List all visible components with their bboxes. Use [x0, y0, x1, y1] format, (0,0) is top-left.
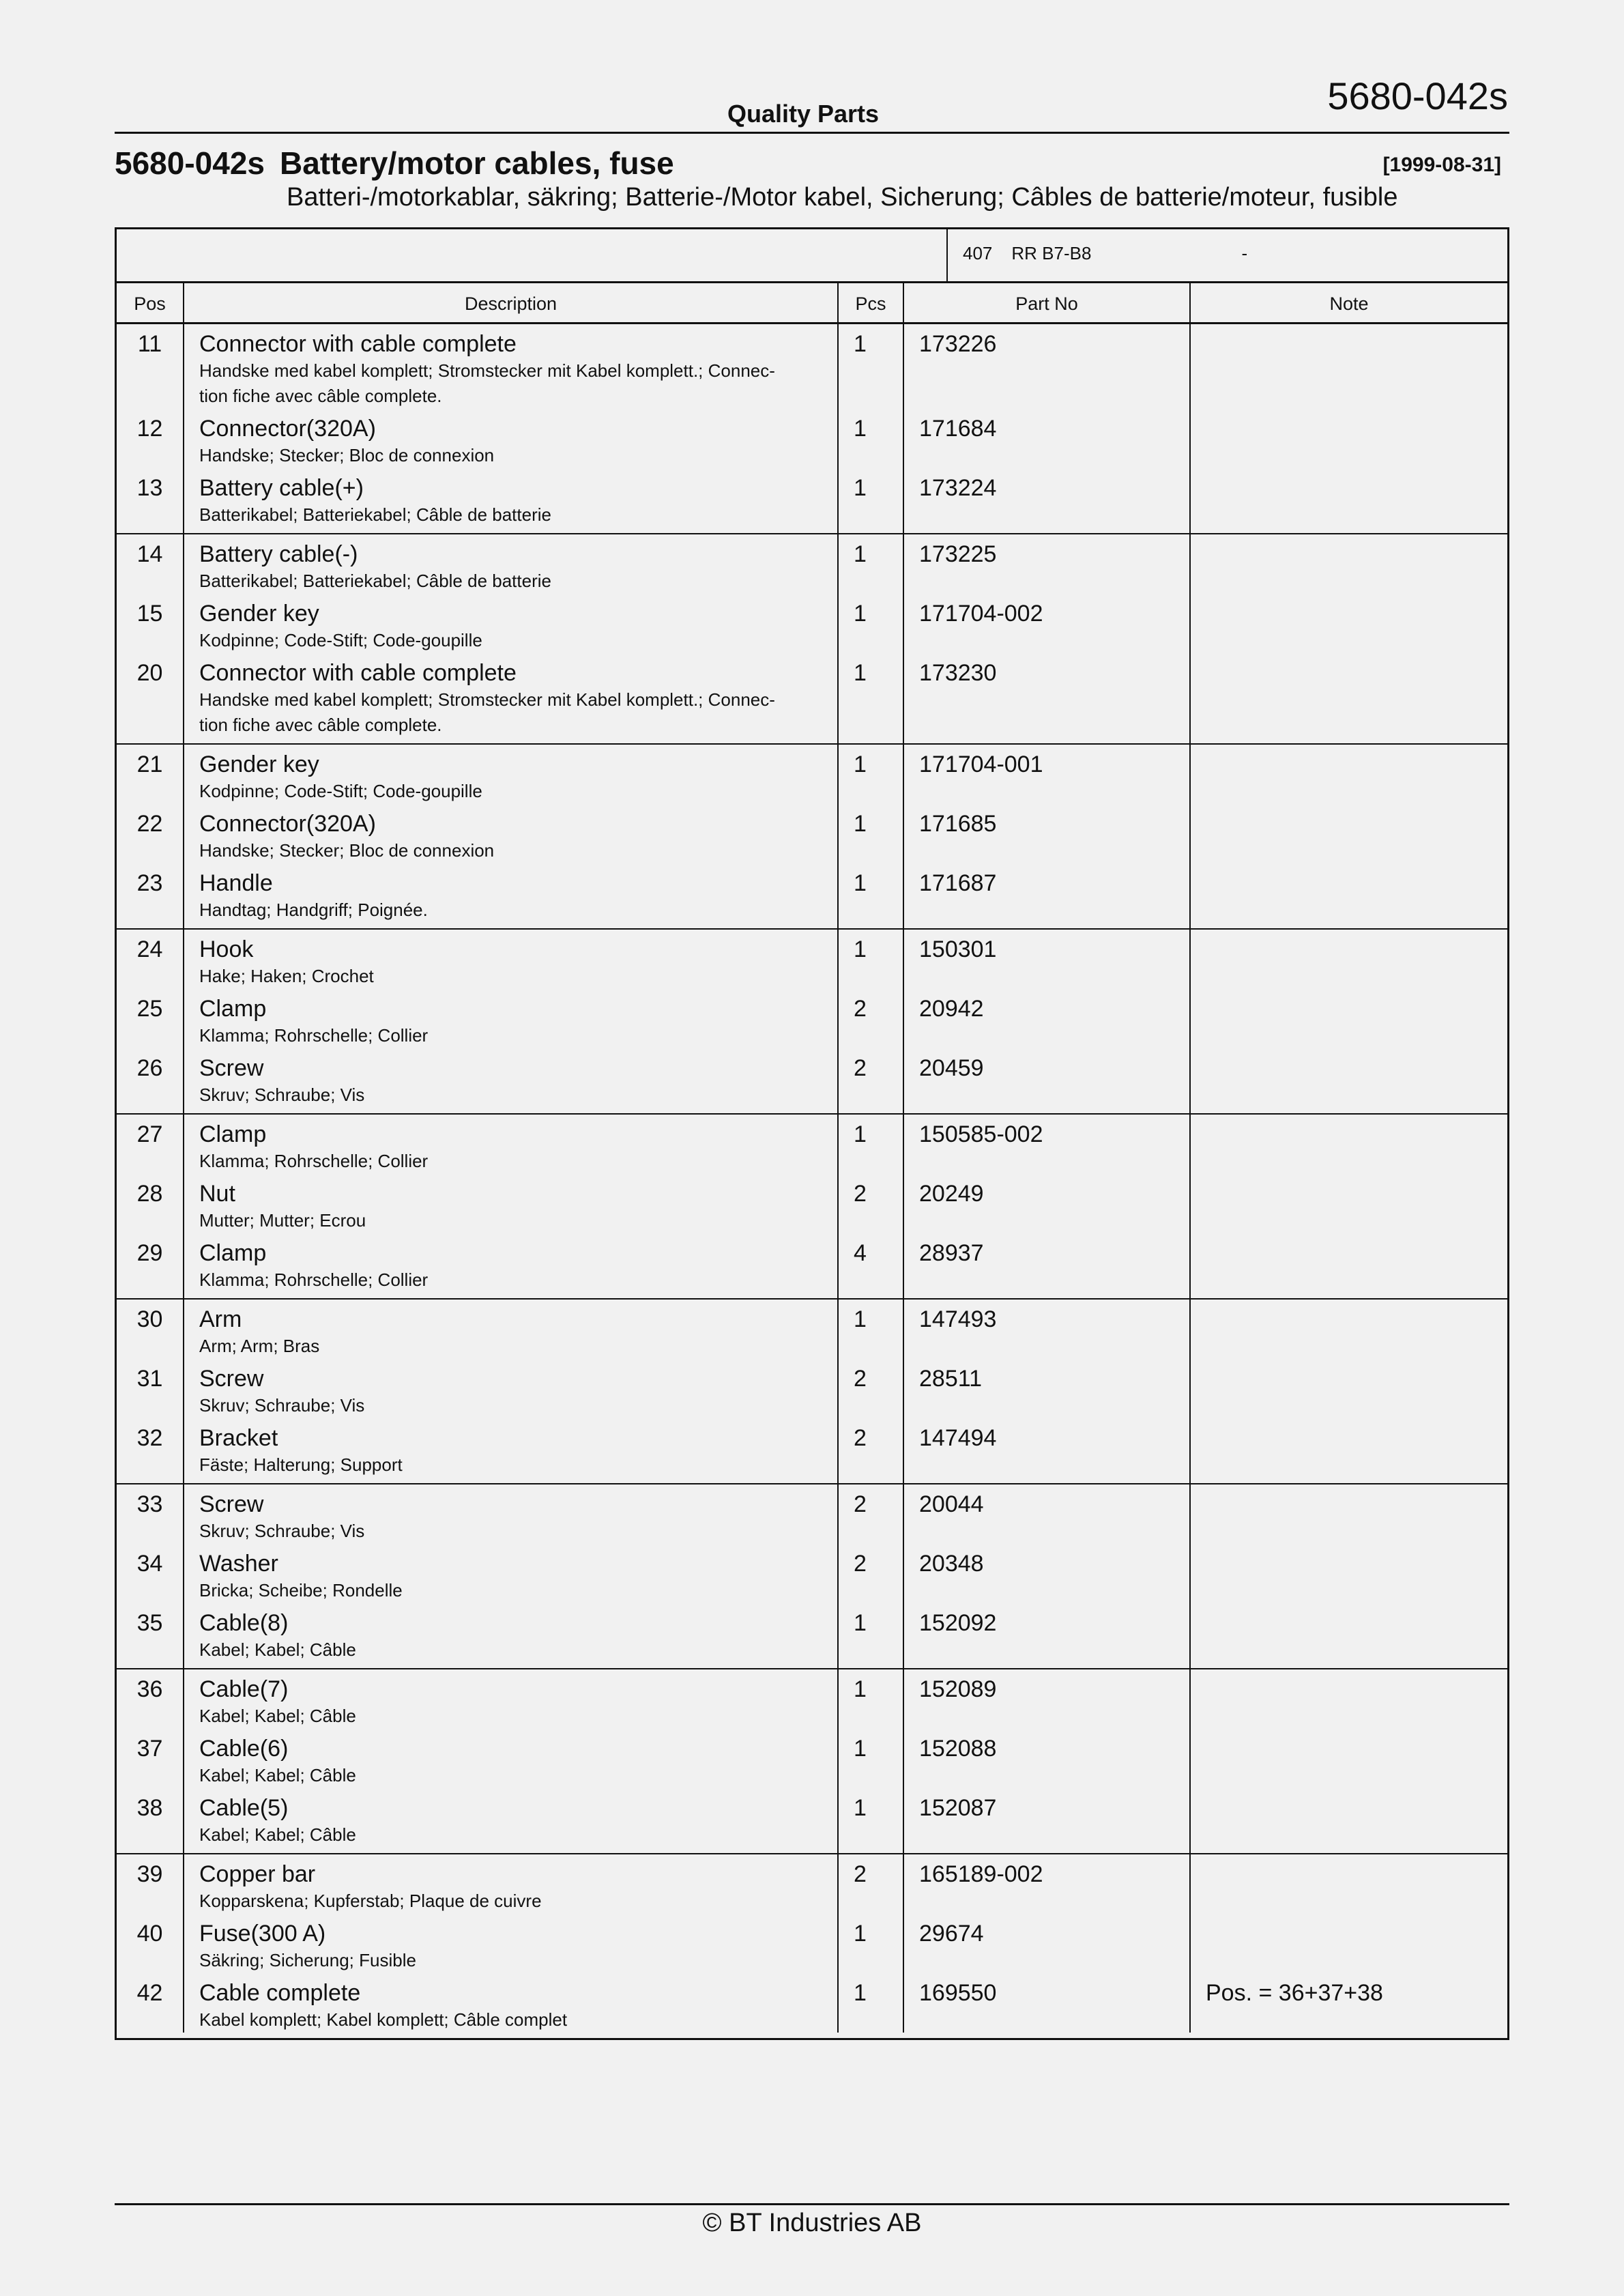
position-cell: 30 [136, 1306, 163, 1332]
row-group [117, 1115, 1507, 1300]
part-name: Washer [199, 1551, 278, 1577]
position-cell: 24 [136, 936, 163, 962]
quantity-cell: 1 [854, 1306, 867, 1332]
description-cell [183, 809, 837, 863]
note-cell [1189, 994, 1507, 1048]
column-divider [837, 534, 839, 743]
part-name: Cable(7) [199, 1676, 289, 1702]
description-cell [183, 1054, 837, 1108]
part-name: Cable complete [199, 1980, 361, 2006]
translation-text: Handske med kabel komplett; Stromstecker mit Kabel komplett.; Connec- [199, 689, 775, 710]
note-cell [1189, 330, 1507, 409]
position-cell: 32 [136, 1425, 163, 1451]
description-cell [183, 1919, 837, 1973]
quantity-cell: 1 [854, 1795, 867, 1821]
title-text: Battery/motor cables, fuse [279, 145, 674, 181]
part-number-cell: 173226 [919, 331, 997, 357]
quantity-cell: 1 [854, 811, 867, 837]
model-number: 407 [963, 243, 993, 263]
part-name: Cable(8) [199, 1610, 289, 1636]
column-divider [1189, 1854, 1191, 2033]
table-row [117, 1490, 1507, 1544]
part-number-cell: 152092 [919, 1610, 997, 1636]
part-number-cell: 150585-002 [919, 1121, 1043, 1147]
table-row [117, 1305, 1507, 1359]
row-group [117, 324, 1507, 534]
note-cell [1189, 1305, 1507, 1359]
table-row [117, 1794, 1507, 1848]
table-row [117, 869, 1507, 923]
row-group [117, 534, 1507, 745]
header-pcs: Pcs [837, 283, 903, 322]
description-cell [183, 330, 837, 409]
column-divider [837, 1484, 839, 1668]
position-cell: 11 [137, 331, 162, 357]
header-part-no: Part No [903, 283, 1189, 322]
revision-date: [1999-08-31] [1382, 154, 1501, 176]
part-number-cell: 152088 [919, 1736, 997, 1762]
position-cell: 15 [136, 601, 163, 627]
header-pos: Pos [134, 293, 166, 314]
column-divider [183, 1669, 184, 1853]
column-divider [903, 930, 904, 1113]
note-cell [1189, 1734, 1507, 1788]
column-divider [183, 1115, 184, 1298]
part-number-cell: 152089 [919, 1676, 997, 1702]
part-name: Clamp [199, 1240, 267, 1266]
position-cell: 28 [136, 1181, 163, 1207]
position-cell: 26 [136, 1055, 163, 1081]
part-name: Nut [199, 1181, 235, 1207]
column-divider [1189, 1484, 1191, 1668]
row-group [117, 1854, 1507, 2033]
part-name: Screw [199, 1366, 264, 1392]
description-cell [183, 1424, 837, 1478]
translation-text: Kodpinne; Code-Stift; Code-goupille [199, 630, 482, 650]
position-cell: 23 [136, 870, 163, 896]
note-cell [1189, 414, 1507, 468]
column-divider [903, 1300, 904, 1483]
table-row [117, 1860, 1507, 1914]
table-row [117, 330, 1507, 409]
description-cell [183, 1794, 837, 1848]
column-divider [183, 745, 184, 928]
part-number-cell: 150301 [919, 936, 997, 962]
position-cell: 33 [136, 1491, 163, 1517]
model-row [117, 229, 1507, 283]
part-number-cell: 171687 [919, 870, 997, 896]
part-number-cell: 147493 [919, 1306, 997, 1332]
part-name: Bracket [199, 1425, 278, 1451]
table-header [117, 283, 1507, 324]
part-name: Clamp [199, 996, 267, 1022]
table-row [117, 1675, 1507, 1729]
header-description: Description [183, 283, 837, 322]
note-cell [1189, 809, 1507, 863]
position-cell: 29 [136, 1240, 163, 1266]
column-divider [903, 1669, 904, 1853]
quantity-cell: 1 [854, 660, 867, 686]
description-cell [183, 1239, 837, 1293]
note-cell [1189, 599, 1507, 653]
part-number-cell: 171704-002 [919, 601, 1043, 627]
position-cell: 21 [136, 751, 163, 777]
quantity-cell: 1 [854, 936, 867, 962]
note-cell [1189, 1054, 1507, 1108]
column-divider [837, 1854, 839, 2033]
translation-text: Klamma; Rohrschelle; Collier [199, 1025, 429, 1046]
note-cell [1189, 1609, 1507, 1663]
note-cell [1189, 1675, 1507, 1729]
translation-text: Handske; Stecker; Bloc de connexion [199, 445, 495, 465]
quantity-cell: 2 [854, 1425, 867, 1451]
table-row [117, 414, 1507, 468]
note-cell [1189, 1364, 1507, 1418]
position-cell: 36 [136, 1676, 163, 1702]
translation-text: Batterikabel; Batteriekabel; Câble de batterie [199, 504, 551, 525]
table-row [117, 659, 1507, 738]
part-number-cell: 173224 [919, 475, 997, 501]
description-cell [183, 1979, 837, 2033]
description-cell [183, 935, 837, 989]
table-row [117, 474, 1507, 528]
position-cell: 20 [136, 660, 163, 686]
note-cell [1189, 1919, 1507, 1973]
quantity-cell: 1 [854, 870, 867, 896]
translation-text: Handske; Stecker; Bloc de connexion [199, 840, 495, 861]
note-cell [1189, 1120, 1507, 1174]
translation-text: Kabel; Kabel; Câble [199, 1706, 356, 1726]
column-divider [903, 1115, 904, 1298]
quantity-cell: 1 [854, 331, 867, 357]
note-cell [1189, 935, 1507, 989]
table-row [117, 1979, 1507, 2033]
header-note: Note [1189, 283, 1507, 322]
translation-text: Kabel; Kabel; Câble [199, 1765, 356, 1785]
column-divider [183, 1854, 184, 2033]
quantity-cell: 2 [854, 1055, 867, 1081]
part-number-cell: 20459 [919, 1055, 984, 1081]
part-name: Screw [199, 1491, 264, 1517]
description-cell [183, 994, 837, 1048]
position-cell: 42 [136, 1980, 163, 2006]
note-cell [1189, 659, 1507, 738]
table-row [117, 994, 1507, 1048]
part-name: Cable(6) [199, 1736, 289, 1762]
note-cell [1189, 1549, 1507, 1603]
note-cell: Pos. = 36+37+38 [1206, 1980, 1383, 2006]
quantity-cell: 4 [854, 1240, 867, 1266]
column-divider [183, 534, 184, 743]
description-cell [183, 1120, 837, 1174]
note-cell [1189, 1794, 1507, 1848]
position-cell: 13 [136, 475, 163, 501]
part-number-cell: 29674 [919, 1921, 984, 1947]
quantity-cell: 2 [854, 1551, 867, 1577]
model-variant: RR B7-B8 [1011, 243, 1092, 263]
column-divider [1189, 930, 1191, 1113]
note-cell [1189, 1424, 1507, 1478]
description-cell [183, 1860, 837, 1914]
description-cell [183, 1179, 837, 1233]
position-cell: 38 [136, 1795, 163, 1821]
note-cell [1189, 1490, 1507, 1544]
description-cell [183, 1364, 837, 1418]
quantity-cell: 1 [854, 751, 867, 777]
page-title [115, 145, 674, 182]
table-row [117, 540, 1507, 594]
column-divider [1189, 745, 1191, 928]
description-cell [183, 1675, 837, 1729]
quantity-cell: 1 [854, 1676, 867, 1702]
row-group [117, 1484, 1507, 1669]
description-cell [183, 474, 837, 528]
quantity-cell: 1 [854, 601, 867, 627]
footer-divider [115, 2203, 1509, 2205]
table-row [117, 1054, 1507, 1108]
translation-text: Skruv; Schraube; Vis [199, 1085, 365, 1105]
part-number-cell: 173230 [919, 660, 997, 686]
table-row [117, 750, 1507, 804]
translation-text: Hake; Haken; Crochet [199, 966, 374, 986]
part-number-cell: 20942 [919, 996, 984, 1022]
part-number-cell: 171704-001 [919, 751, 1043, 777]
table-row [117, 1424, 1507, 1478]
quantity-cell: 1 [854, 1121, 867, 1147]
part-number-cell: 171685 [919, 811, 997, 837]
part-name: Connector with cable complete [199, 660, 517, 686]
translation-text: Kabel komplett; Kabel komplett; Câble complet [199, 2009, 568, 2030]
column-divider [183, 1300, 184, 1483]
part-name: Clamp [199, 1121, 267, 1147]
part-name: Battery cable(-) [199, 541, 358, 567]
column-divider [1189, 1300, 1191, 1483]
part-name: Connector with cable complete [199, 331, 517, 357]
part-number-cell: 20249 [919, 1181, 984, 1207]
document-code: 5680-042s [1327, 74, 1508, 117]
table-row [117, 1239, 1507, 1293]
quantity-cell: 2 [854, 1491, 867, 1517]
note-cell [1189, 869, 1507, 923]
part-name: Handle [199, 870, 273, 896]
translation-text: Handtag; Handgriff; Poignée. [199, 900, 428, 920]
column-divider [837, 1115, 839, 1298]
translation-text: Klamma; Rohrschelle; Collier [199, 1151, 429, 1171]
column-divider [837, 1669, 839, 1853]
column-divider [903, 534, 904, 743]
description-cell [183, 869, 837, 923]
table-row [117, 1919, 1507, 1973]
table-row [117, 599, 1507, 653]
translation-text: Skruv; Schraube; Vis [199, 1521, 365, 1541]
model-cell [946, 229, 1247, 281]
column-divider [837, 324, 839, 533]
part-name: Battery cable(+) [199, 475, 364, 501]
table-row [117, 1549, 1507, 1603]
description-cell [183, 1734, 837, 1788]
column-divider [183, 324, 184, 533]
translation-text: Kopparskena; Kupferstab; Plaque de cuivre [199, 1891, 542, 1911]
description-cell [183, 1305, 837, 1359]
part-number-cell: 169550 [919, 1980, 997, 2006]
column-divider [1189, 1115, 1191, 1298]
part-name: Screw [199, 1055, 264, 1081]
position-cell: 35 [136, 1610, 163, 1636]
table-row [117, 935, 1507, 989]
part-number-cell: 173225 [919, 541, 997, 567]
description-cell [183, 414, 837, 468]
part-name: Copper bar [199, 1861, 316, 1887]
description-cell [183, 1609, 837, 1663]
position-cell: 31 [136, 1366, 163, 1392]
table-row [117, 1364, 1507, 1418]
column-divider [903, 324, 904, 533]
position-cell: 34 [136, 1551, 163, 1577]
part-number-cell: 20348 [919, 1551, 984, 1577]
quantity-cell: 2 [854, 1861, 867, 1887]
note-cell [1189, 1239, 1507, 1293]
table-row [117, 1120, 1507, 1174]
part-name: Arm [199, 1306, 242, 1332]
translation-text: tion fiche avec câble complete. [199, 715, 442, 735]
description-cell [183, 540, 837, 594]
row-group [117, 745, 1507, 930]
title-code: 5680-042s [115, 145, 265, 181]
header-divider [115, 132, 1509, 134]
description-cell [183, 599, 837, 653]
column-divider [183, 930, 184, 1113]
column-divider [837, 745, 839, 928]
translation-text: Kabel; Kabel; Câble [199, 1824, 356, 1845]
table-row [117, 809, 1507, 863]
translation-text: Skruv; Schraube; Vis [199, 1395, 365, 1416]
position-cell: 25 [136, 996, 163, 1022]
quantity-cell: 1 [854, 1980, 867, 2006]
translation-text: Arm; Arm; Bras [199, 1336, 320, 1356]
translation-text: Mutter; Mutter; Ecrou [199, 1210, 366, 1231]
column-divider [903, 1854, 904, 2033]
quantity-cell: 1 [854, 416, 867, 442]
column-divider [183, 1484, 184, 1668]
quantity-cell: 1 [854, 541, 867, 567]
section-heading: Quality Parts [727, 100, 880, 128]
translation-text: Kodpinne; Code-Stift; Code-goupille [199, 781, 482, 801]
translation-text: Säkring; Sicherung; Fusible [199, 1950, 416, 1970]
note-cell [1189, 1179, 1507, 1233]
page-subtitle: Batteri-/motorkablar, säkring; Batterie-/Motor kabel, Sicherung; Câbles de batterie/moteur, fusible [287, 183, 1398, 212]
position-cell: 27 [136, 1121, 163, 1147]
table-row [117, 1609, 1507, 1663]
column-divider [1189, 324, 1191, 533]
column-divider [837, 930, 839, 1113]
footer-copyright: © BT Industries AB [702, 2209, 922, 2237]
part-name: Cable(5) [199, 1795, 289, 1821]
table-row [117, 1179, 1507, 1233]
part-number-cell: 147494 [919, 1425, 997, 1451]
part-number-cell: 28511 [919, 1366, 983, 1392]
quantity-cell: 1 [854, 1736, 867, 1762]
part-name: Fuse(300 A) [199, 1921, 326, 1947]
position-cell: 12 [136, 416, 163, 442]
quantity-cell: 1 [854, 1921, 867, 1947]
description-cell [183, 1490, 837, 1544]
position-cell: 14 [136, 541, 163, 567]
quantity-cell: 2 [854, 996, 867, 1022]
translation-text: Fäste; Halterung; Support [199, 1454, 403, 1475]
description-cell [183, 1549, 837, 1603]
translation-text: Bricka; Scheibe; Rondelle [199, 1580, 403, 1601]
note-cell [1189, 1860, 1507, 1914]
quantity-cell: 2 [854, 1181, 867, 1207]
translation-text: Klamma; Rohrschelle; Collier [199, 1269, 429, 1290]
position-cell: 22 [136, 811, 163, 837]
description-cell [183, 659, 837, 738]
description-cell [183, 750, 837, 804]
column-divider [903, 745, 904, 928]
position-cell: 40 [136, 1921, 163, 1947]
table-body [117, 324, 1507, 2033]
quantity-cell: 1 [854, 1610, 867, 1636]
table-row [117, 1734, 1507, 1788]
translation-text: tion fiche avec câble complete. [199, 386, 442, 406]
part-name: Connector(320A) [199, 416, 376, 442]
part-name: Gender key [199, 601, 319, 627]
quantity-cell: 1 [854, 475, 867, 501]
translation-text: Handske med kabel komplett; Stromstecker mit Kabel komplett.; Connec- [199, 360, 775, 381]
part-name: Hook [199, 936, 254, 962]
note-cell [1189, 540, 1507, 594]
part-name: Connector(320A) [199, 811, 376, 837]
column-divider [1189, 534, 1191, 743]
quantity-cell: 2 [854, 1366, 867, 1392]
translation-text: Kabel; Kabel; Câble [199, 1639, 356, 1660]
parts-table [115, 227, 1509, 2040]
part-number-cell: 171684 [919, 416, 997, 442]
part-number-cell: 152087 [919, 1795, 997, 1821]
part-number-cell: 20044 [919, 1491, 984, 1517]
row-group [117, 1669, 1507, 1854]
part-name: Gender key [199, 751, 319, 777]
column-divider [1189, 1669, 1191, 1853]
position-cell: 37 [136, 1736, 163, 1762]
row-group [117, 1300, 1507, 1484]
part-number-cell: 28937 [919, 1240, 984, 1266]
model-dash: - [1241, 243, 1248, 263]
column-divider [837, 1300, 839, 1483]
position-cell: 39 [136, 1861, 163, 1887]
note-cell [1189, 474, 1507, 528]
column-divider [903, 1484, 904, 1668]
part-number-cell: 165189-002 [919, 1861, 1043, 1887]
translation-text: Batterikabel; Batteriekabel; Câble de batterie [199, 571, 551, 591]
row-group [117, 930, 1507, 1115]
note-cell [1189, 750, 1507, 804]
